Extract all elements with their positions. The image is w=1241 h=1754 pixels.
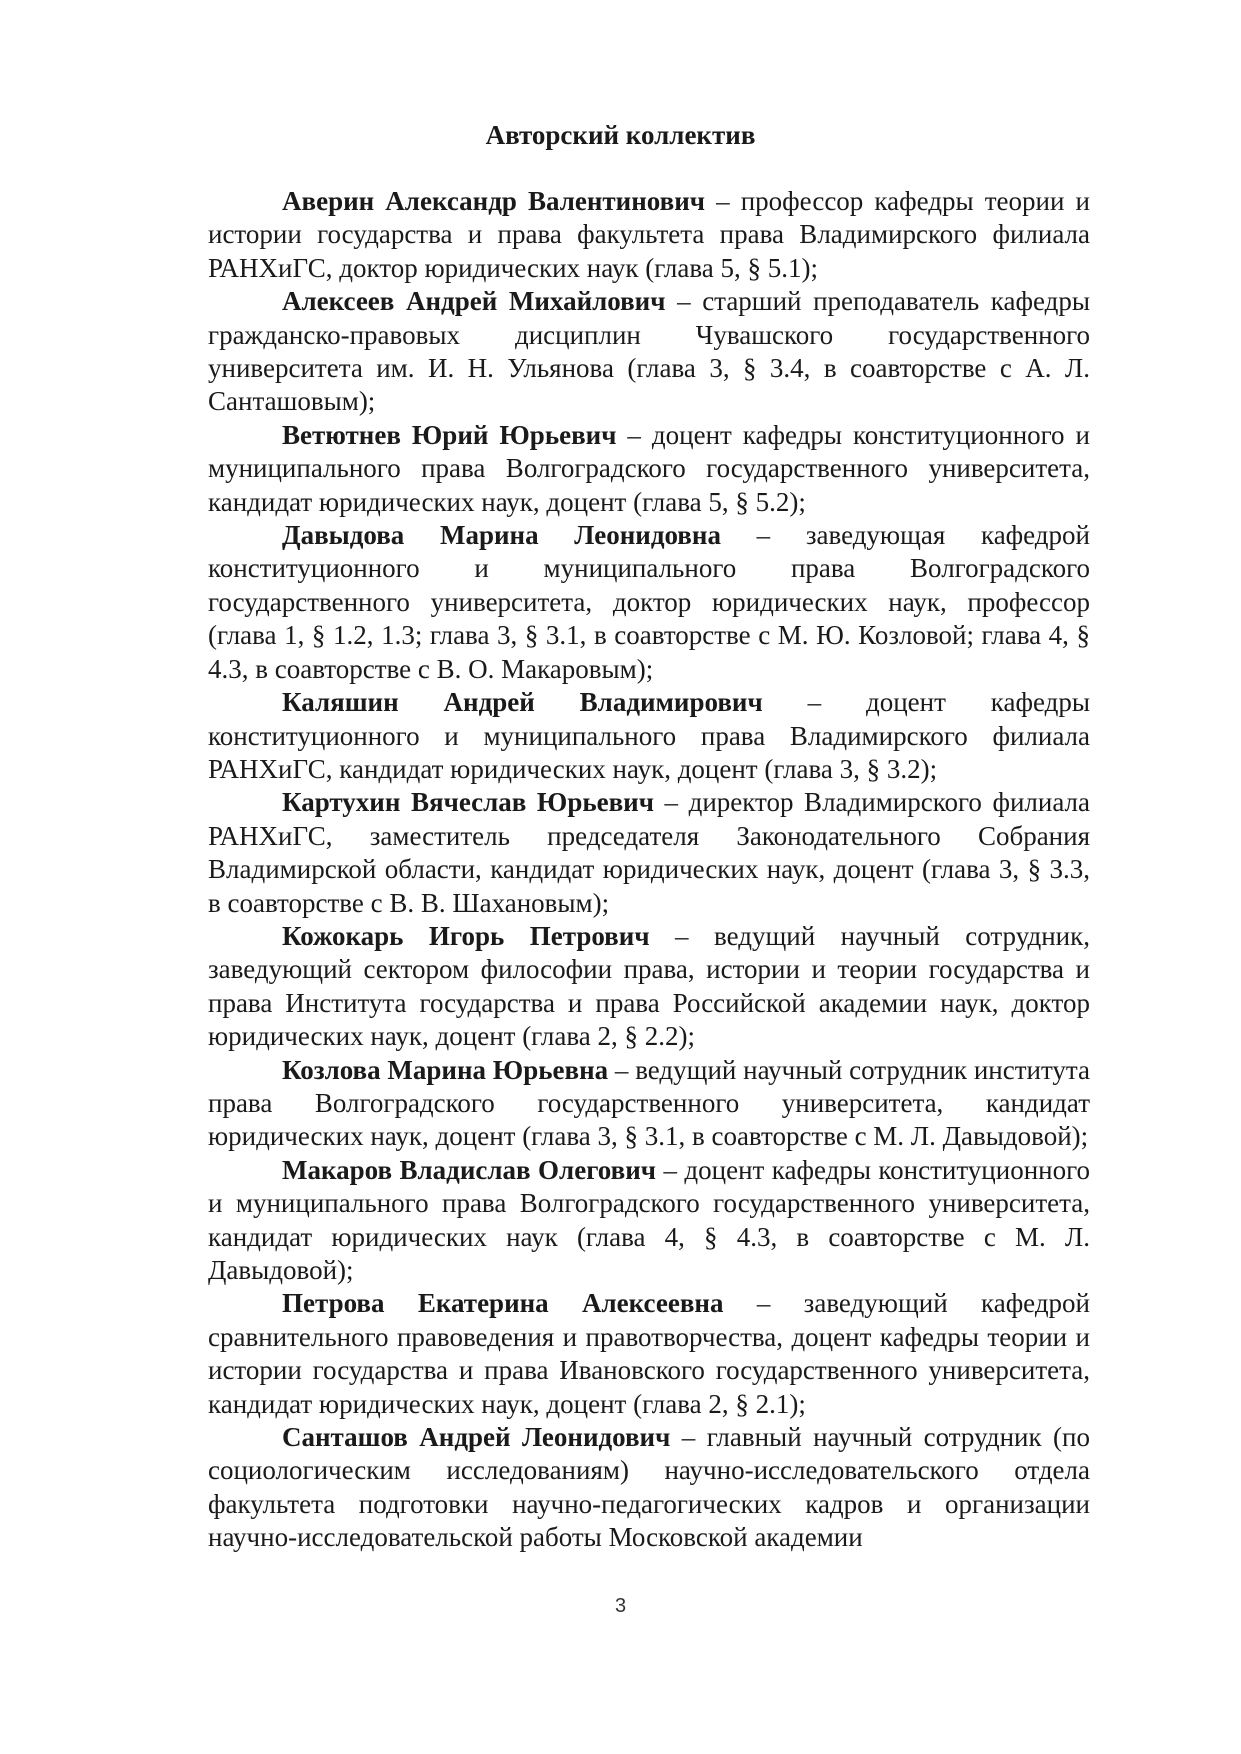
author-name: Давыдова Марина Леонидовна [282,520,721,551]
author-entry [208,686,1090,786]
author-description: – старший преподаватель кафедры гражданско-правовых дисциплин Чувашского государственного университета им. И. Н. Ульянова (глава 3, § 3.4, в соавторстве с А. Л. Санташовым); [208,286,1090,417]
author-name: Петрова Екатерина Алексеевна [282,1288,724,1319]
author-description: – заведующий кафедрой сравнительного правоведения и правотворчества, доцент кафедры теории и истории государства и права Ивановского государственного университета, кандидат юридических наук, доцент (глава 2, § 2.1); [208,1288,1091,1419]
author-entry [208,786,1090,920]
author-description: – доцент кафедры конституционного и муниципального права Владимирского филиала РАНХиГС, кандидат юридических наук, доцент (глава 3, § 3.2); [208,687,1090,784]
author-description: – заведующая кафедрой конституционного и муниципального права Волгоградского государственного университета, доктор юридических наук, профессор (глава 1, § 1.2, 1.3; глава 3, § 3.1, в соавторстве с М. Ю. Козловой; глава 4, § 4.3, в соавторстве с В. О. Макаровым); [208,520,1090,684]
author-entry [208,1054,1090,1154]
author-entry [208,1421,1090,1555]
page-number: 3 [614,1595,627,1617]
author-description: – главный научный сотрудник (по социологическим исследованиям) научно-исследовательского отдела факультета подготовки научно-педагогических кадров и организации научно-исследовательской работы Московской академии [208,1422,1090,1553]
author-list [208,185,1090,1555]
author-description: – ведущий научный сотрудник, заведующий сектором философии права, истории и теории государства и права Института государства и права Российской академии наук, доктор юридических наук, доцент (глава 2, § 2.2); [208,920,1091,1052]
author-entry [208,285,1090,419]
author-entry [208,920,1090,1054]
author-description: – профессор кафедры теории и истории государства и права факультета права Владимирского филиала РАНХиГС, доктор юридических наук (глава 5, § 5.1); [208,186,1090,283]
author-entry [208,1154,1090,1288]
author-name: Санташов Андрей Леонидович [282,1422,671,1453]
author-name: Картухин Вячеслав Юрьевич [282,787,654,818]
page-title: Авторский коллектив [485,120,756,150]
author-entry [208,1287,1090,1421]
author-name: Кожокарь Игорь Петрович [282,920,650,951]
author-description: – директор Владимирского филиала РАНХиГС, заместитель председателя Законодательного Собрания Владимирской области, кандидат юридических наук, доцент (глава 3, § 3.3, в соавторстве с В. В. Шахановым); [208,787,1090,918]
author-name: Козлова Марина Юрьевна [282,1054,609,1085]
author-description: – доцент кафедры конституционного и муниципального права Волгоградского государственного университета, кандидат юридических наук (глава 4, § 4.3, в соавторстве с М. Л. Давыдовой); [208,1154,1091,1285]
author-name: Алексеев Андрей Михайлович [282,286,666,317]
author-description: – ведущий научный сотрудник института права Волгоградского государственного университета, кандидат юридических наук, доцент (глава 3, § 3.1, в соавторстве с М. Л. Давыдовой); [208,1054,1091,1152]
author-name: Аверин Александр Валентинович [282,186,705,216]
author-name: Ветютнев Юрий Юрьевич [282,419,617,450]
author-entry [208,519,1090,686]
author-entry [208,419,1090,519]
author-name: Каляшин Андрей Владимирович [282,687,763,718]
author-description: – доцент кафедры конституционного и муниципального права Волгоградского государственного университета, кандидат юридических наук, доцент (глава 5, § 5.2); [208,419,1090,517]
author-entry [208,185,1090,285]
author-name: Макаров Владислав Олегович [282,1154,656,1185]
